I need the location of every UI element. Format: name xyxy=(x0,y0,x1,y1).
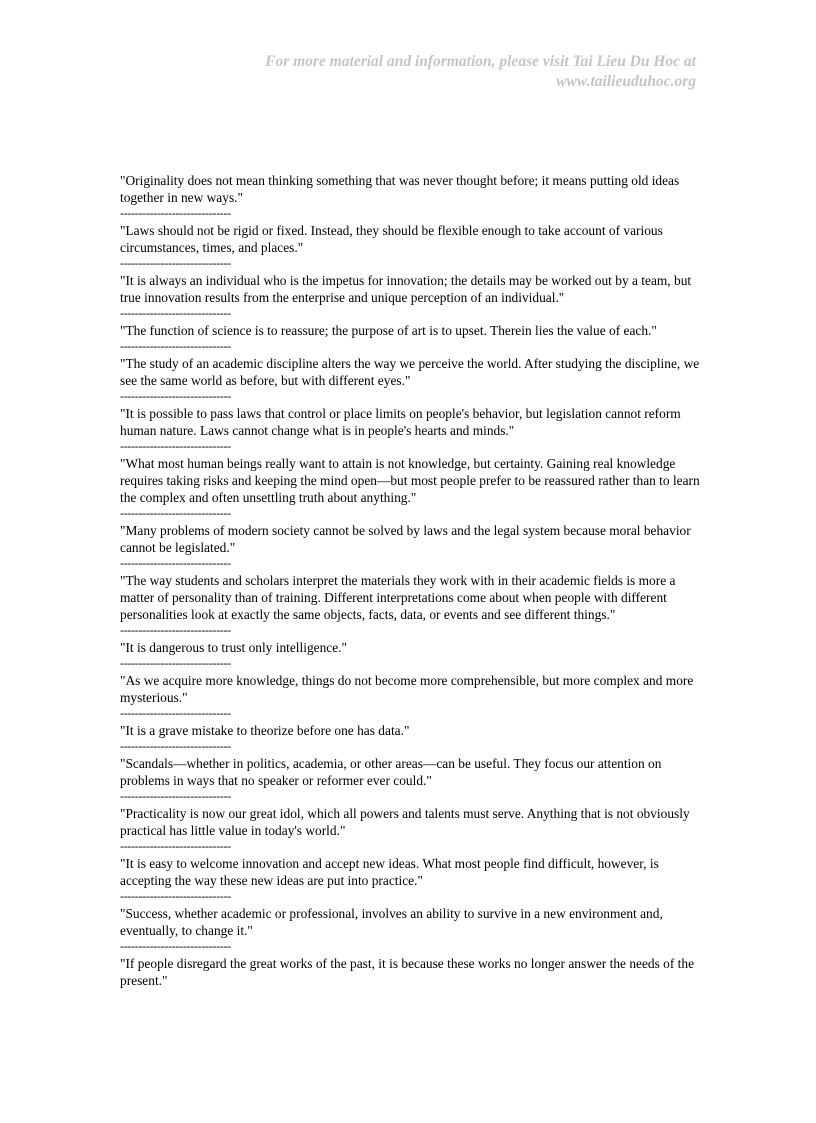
quote-text: "Originality does not mean thinking something that was never thought before; it means putting old ideas together in new ways." xyxy=(120,173,680,205)
quote-entry xyxy=(120,322,702,353)
quote-entry xyxy=(120,955,702,989)
quote-text: "It is dangerous to trust only intelligence." xyxy=(120,640,348,655)
separator: ------------------------------ xyxy=(120,506,231,520)
quote-entry xyxy=(120,222,702,270)
quote-entry xyxy=(120,905,702,953)
quote-text: "If people disregard the great works of the past, it is because these works no longer answer the needs of the present." xyxy=(120,956,695,988)
quote-text: "Many problems of modern society cannot be solved by laws and the legal system because moral behavior cannot be legislated." xyxy=(120,523,691,555)
separator: ------------------------------ xyxy=(120,656,231,670)
quote-text: "It is easy to welcome innovation and accept new ideas. What most people find difficult, however, is accepting the way these new ideas are put into practice." xyxy=(120,856,659,888)
quote-text: "What most human beings really want to attain is not knowledge, but certainty. Gaining real knowledge requires taking risks and keeping the mind open—but most people prefer to be reassured rather than to learn the complex and often unsettling truth about anything." xyxy=(120,456,700,505)
quote-entry xyxy=(120,172,702,220)
watermark xyxy=(265,52,696,92)
quote-text: "It is a grave mistake to theorize before one has data." xyxy=(120,723,410,738)
separator: ------------------------------ xyxy=(120,439,231,453)
separator: ------------------------------ xyxy=(120,389,231,403)
separator: ------------------------------ xyxy=(120,556,231,570)
quote-text: "As we acquire more knowledge, things do not become more comprehensible, but more complex and more mysterious." xyxy=(120,673,694,705)
quote-list xyxy=(120,172,702,989)
quote-text: "The study of an academic discipline alters the way we perceive the world. After studying the discipline, we see the same world as before, but with different eyes." xyxy=(120,356,700,388)
quote-entry xyxy=(120,805,702,853)
quote-entry xyxy=(120,722,702,753)
quote-text: "Scandals—whether in politics, academia, or other areas—can be useful. They focus our attention on problems in ways that no speaker or reformer ever could." xyxy=(120,756,662,788)
separator: ------------------------------ xyxy=(120,789,231,803)
quote-entry xyxy=(120,272,702,320)
quote-entry xyxy=(120,572,702,637)
separator: ------------------------------ xyxy=(120,306,231,320)
quote-entry xyxy=(120,355,702,403)
quote-entry xyxy=(120,855,702,903)
separator: ------------------------------ xyxy=(120,706,231,720)
separator: ------------------------------ xyxy=(120,839,231,853)
quote-text: "It is possible to pass laws that control or place limits on people's behavior, but legislation cannot reform human nature. Laws cannot change what is in people's hearts and minds." xyxy=(120,406,681,438)
quote-text: "Laws should not be rigid or fixed. Instead, they should be flexible enough to take account of various circumstances, times, and places." xyxy=(120,223,663,255)
quote-entry xyxy=(120,755,702,803)
separator: ------------------------------ xyxy=(120,739,231,753)
separator: ------------------------------ xyxy=(120,623,231,637)
watermark-line-1: For more material and information, please visit Tai Lieu Du Hoc at xyxy=(265,53,696,70)
quote-entry xyxy=(120,672,702,720)
quote-text: "Success, whether academic or professional, involves an ability to survive in a new environment and, eventually, to change it." xyxy=(120,906,663,938)
quote-entry xyxy=(120,455,702,520)
watermark-line-2: www.tailieuduhoc.org xyxy=(556,73,696,90)
separator: ------------------------------ xyxy=(120,939,231,953)
quote-entry xyxy=(120,522,702,570)
quote-text: "It is always an individual who is the impetus for innovation; the details may be worked out by a team, but true innovation results from the enterprise and unique perception of an individual." xyxy=(120,273,692,305)
quote-text: "The function of science is to reassure; the purpose of art is to upset. Therein lies the value of each." xyxy=(120,323,657,338)
quote-entry xyxy=(120,405,702,453)
quote-entry xyxy=(120,639,702,670)
separator: ------------------------------ xyxy=(120,339,231,353)
quote-text: "Practicality is now our great idol, which all powers and talents must serve. Anything that is not obviously practical has little value in today's world." xyxy=(120,806,690,838)
separator: ------------------------------ xyxy=(120,206,231,220)
separator: ------------------------------ xyxy=(120,889,231,903)
quote-text: "The way students and scholars interpret the materials they work with in their academic fields is more a matter of personality than of training. Different interpretations come about when people with different personalities look at exactly the same objects, facts, data, or events and see different things." xyxy=(120,573,676,622)
separator: ------------------------------ xyxy=(120,256,231,270)
